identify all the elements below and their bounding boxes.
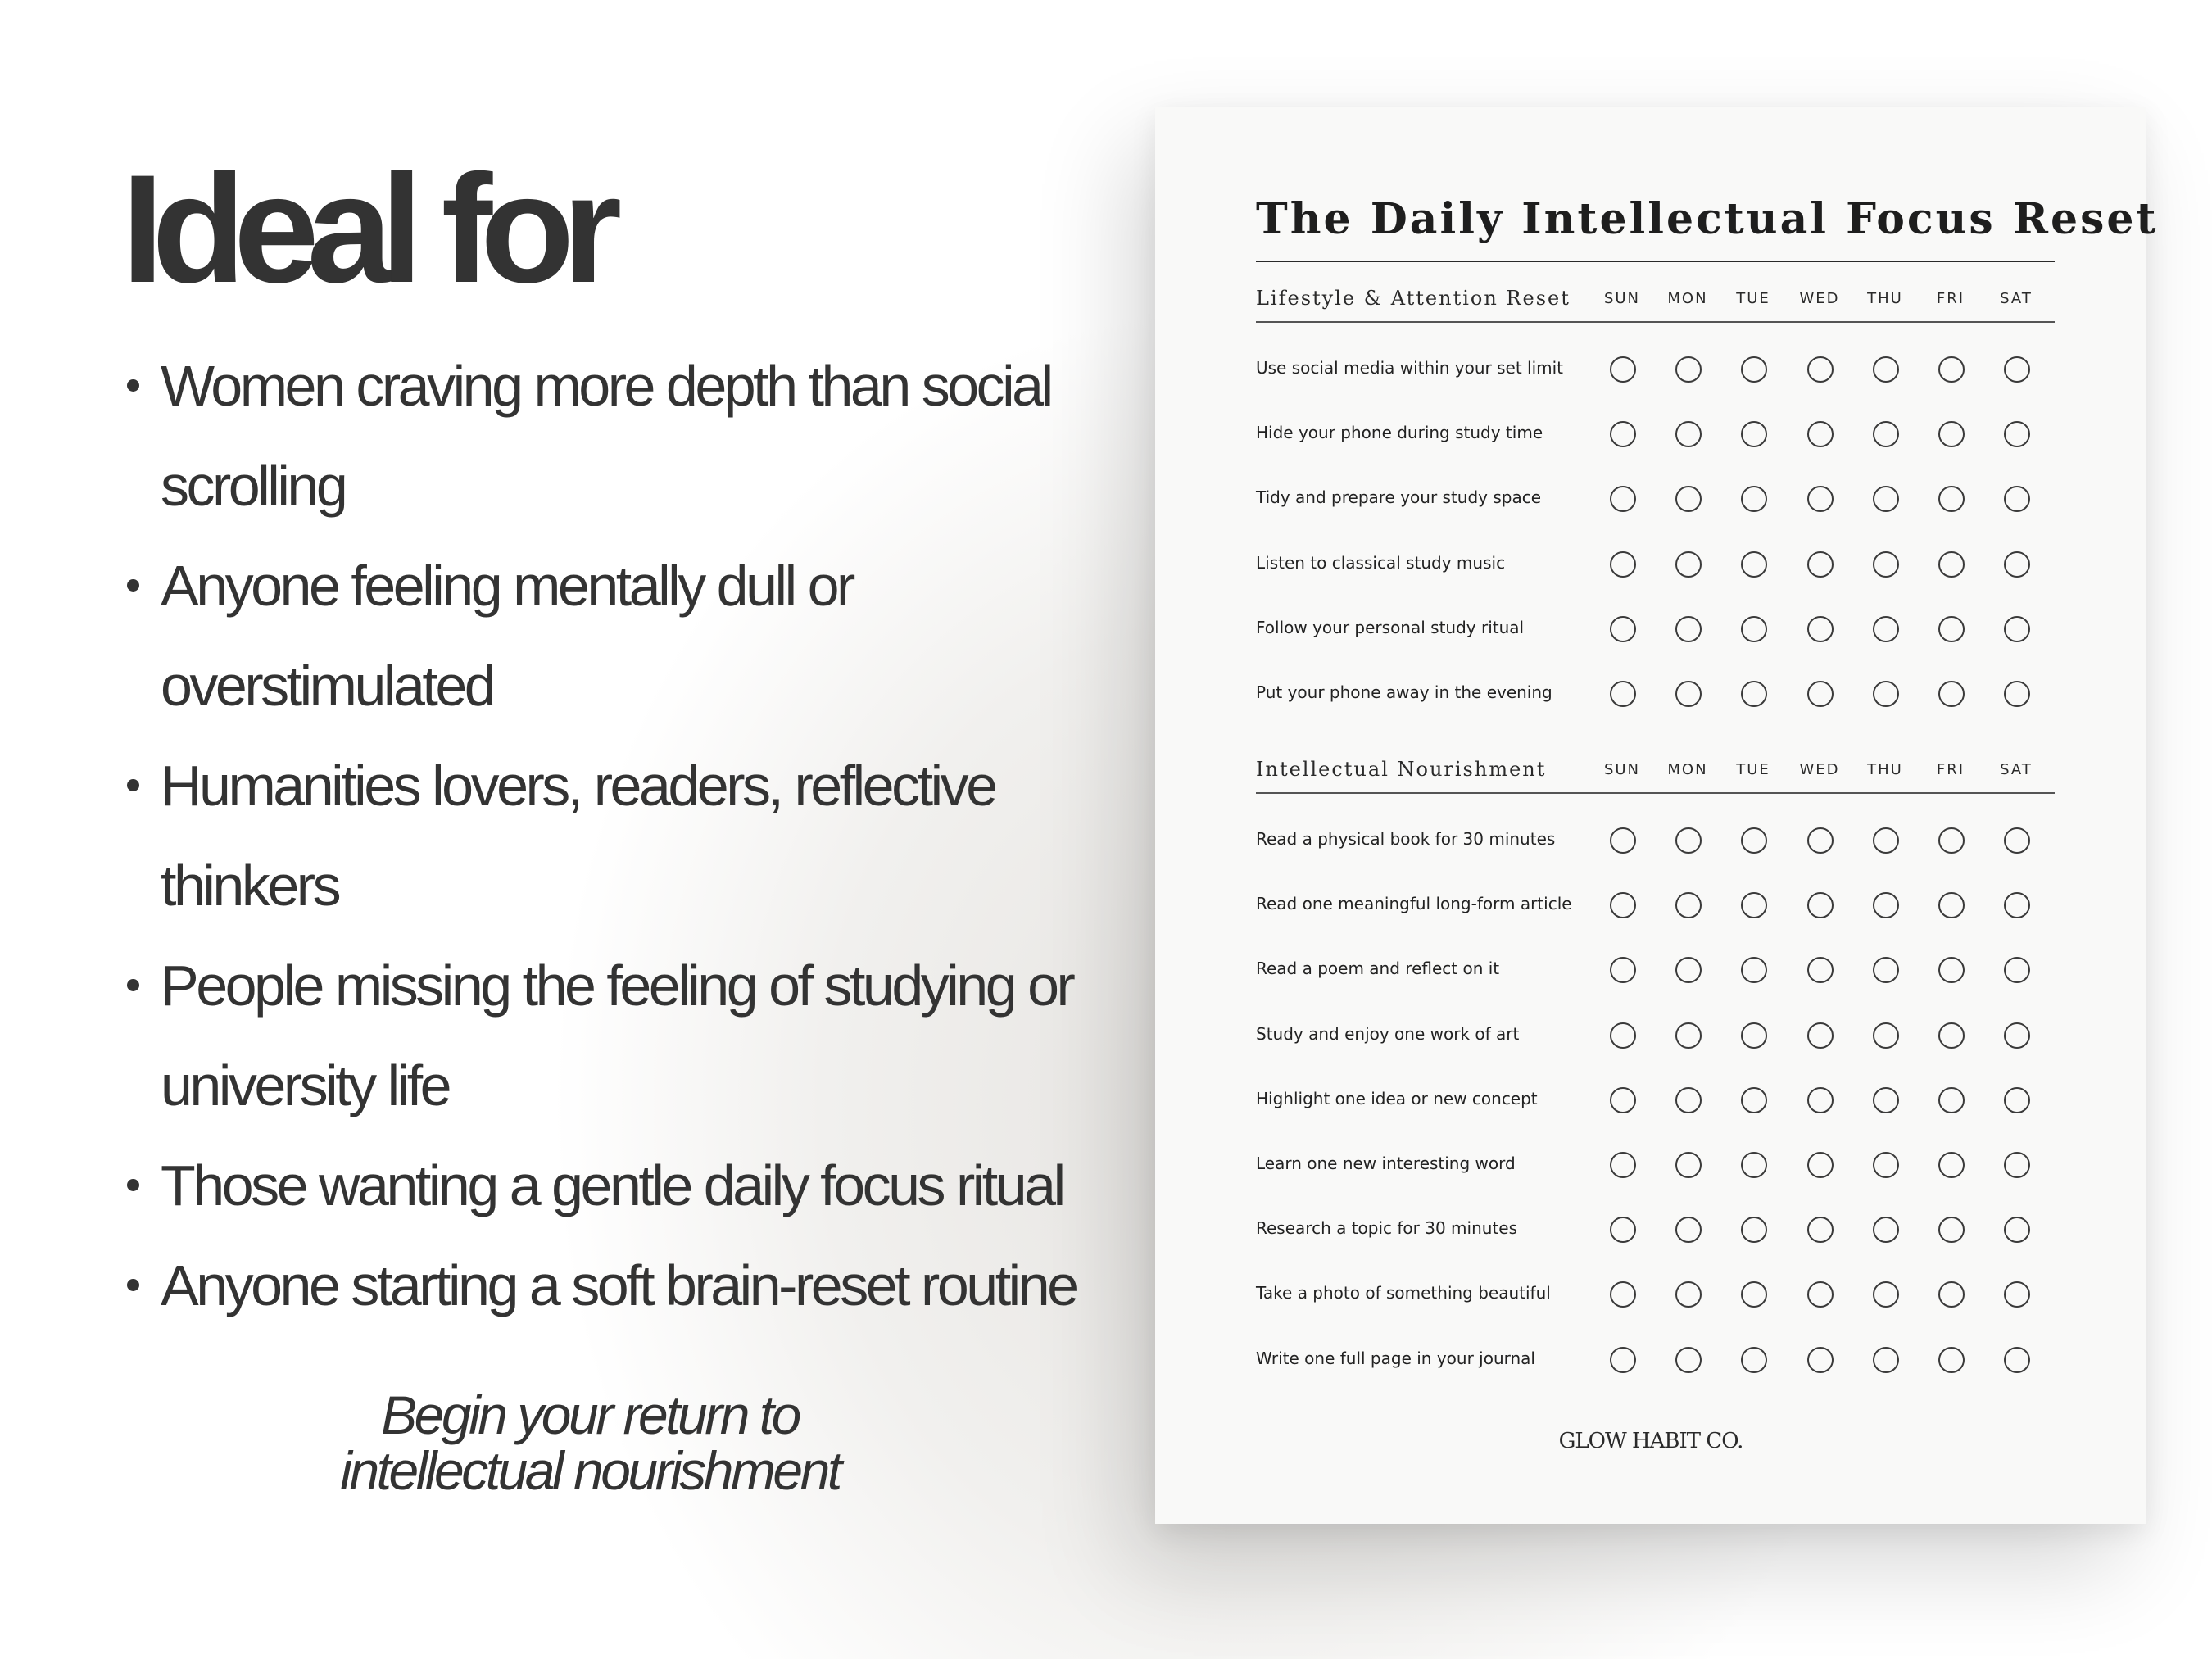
audience-item [123,936,1106,1135]
task-label: Tidy and prepare your study space [1256,487,1542,507]
day-label-fri: FRI [1936,290,1965,307]
day-label-sun: SUN [1603,290,1641,307]
checkbox-sun[interactable] [1610,827,1636,854]
checkbox-wed[interactable] [1807,421,1834,447]
checkbox-tue[interactable] [1741,1217,1767,1243]
checkbox-fri[interactable] [1938,1022,1965,1049]
checkbox-mon[interactable] [1675,421,1702,447]
checkbox-mon[interactable] [1675,892,1702,918]
checkbox-sun[interactable] [1610,1217,1636,1243]
checkbox-tue[interactable] [1741,356,1767,383]
day-label-wed: WED [1799,761,1840,778]
checkbox-thu[interactable] [1873,486,1899,512]
checkbox-sat[interactable] [2004,1087,2030,1113]
bullet-icon [127,1279,139,1291]
checkbox-sun[interactable] [1610,681,1636,707]
tagline [246,1385,934,1501]
checkbox-sun[interactable] [1610,1022,1636,1049]
day-label-mon: MON [1667,761,1708,778]
checkbox-wed[interactable] [1807,1347,1834,1373]
checkbox-fri[interactable] [1938,616,1965,642]
checkbox-fri[interactable] [1938,551,1965,578]
checkbox-mon[interactable] [1675,1217,1702,1243]
bullet-icon [127,1179,139,1191]
checkbox-wed[interactable] [1807,1281,1834,1308]
bullet-icon [127,779,139,791]
checkbox-thu[interactable] [1873,356,1899,383]
checkbox-mon[interactable] [1675,356,1702,383]
title-divider [1256,261,2055,262]
checkbox-sun[interactable] [1610,1152,1636,1178]
checkbox-mon[interactable] [1675,827,1702,854]
day-label-mon: MON [1667,290,1708,307]
checkbox-fri[interactable] [1938,1152,1965,1178]
task-label: Listen to classical study music [1256,553,1506,573]
checkbox-sat[interactable] [2004,957,2030,983]
checkbox-mon[interactable] [1675,957,1702,983]
checkbox-mon[interactable] [1675,681,1702,707]
checkbox-fri[interactable] [1938,1281,1965,1308]
checkbox-thu[interactable] [1873,616,1899,642]
checkbox-fri[interactable] [1938,486,1965,512]
checkbox-tue[interactable] [1741,1022,1767,1049]
checkbox-tue[interactable] [1741,892,1767,918]
checkbox-wed[interactable] [1807,356,1834,383]
checkbox-thu[interactable] [1873,421,1899,447]
checkbox-sat[interactable] [2004,1152,2030,1178]
task-row [1256,827,2055,868]
checkbox-thu[interactable] [1873,957,1899,983]
checkbox-thu[interactable] [1873,1087,1899,1113]
task-row [1256,1217,2055,1258]
checkbox-fri[interactable] [1938,892,1965,918]
checkbox-fri[interactable] [1938,421,1965,447]
section-title: Intellectual Nourishment [1256,758,1547,781]
checkbox-sun[interactable] [1610,486,1636,512]
task-label: Use social media within your set limit [1256,358,1564,378]
checkbox-wed[interactable] [1807,681,1834,707]
day-label-fri: FRI [1936,761,1965,778]
checkbox-wed[interactable] [1807,1087,1834,1113]
section-divider [1256,792,2055,794]
day-label-sat: SAT [2000,290,2033,307]
checkbox-wed[interactable] [1807,827,1834,854]
audience-item [123,536,1106,736]
task-row [1256,551,2055,592]
checkbox-fri[interactable] [1938,356,1965,383]
checkbox-mon[interactable] [1675,551,1702,578]
checkbox-wed[interactable] [1807,616,1834,642]
checkbox-fri[interactable] [1938,827,1965,854]
checkbox-thu[interactable] [1873,1022,1899,1049]
checkbox-tue[interactable] [1741,957,1767,983]
checkbox-mon[interactable] [1675,1152,1702,1178]
checkbox-mon[interactable] [1675,616,1702,642]
day-label-thu: THU [1867,290,1903,307]
tagline-line: intellectual nourishment [340,1440,840,1501]
audience-item-text: Anyone starting a soft brain-reset routine [161,1253,1077,1317]
checkbox-wed[interactable] [1807,551,1834,578]
task-label: Hide your phone during study time [1256,423,1543,442]
checkbox-thu[interactable] [1873,827,1899,854]
checkbox-wed[interactable] [1807,892,1834,918]
checkbox-sat[interactable] [2004,681,2030,707]
task-label: Put your phone away in the evening [1256,682,1552,702]
checkbox-fri[interactable] [1938,1217,1965,1243]
sheet-title: The Daily Intellectual Focus Reset [1256,194,2159,244]
checkbox-sun[interactable] [1610,421,1636,447]
task-label: Study and enjoy one work of art [1256,1024,1520,1044]
tracker-sheet [1155,107,2159,1524]
checkbox-sat[interactable] [2004,356,2030,383]
tagline-line: Begin your return to [381,1385,799,1445]
checkbox-thu[interactable] [1873,1217,1899,1243]
checkbox-sun[interactable] [1610,892,1636,918]
checkbox-sun[interactable] [1610,1347,1636,1373]
section-title: Lifestyle & Attention Reset [1256,287,1571,310]
checkbox-wed[interactable] [1807,486,1834,512]
headline: Ideal for [121,143,610,315]
task-row [1256,356,2055,397]
task-row [1256,1347,2055,1388]
checkbox-sat[interactable] [2004,1347,2030,1373]
task-label: Read one meaningful long-form article [1256,894,1572,913]
task-row [1256,1152,2055,1193]
checkbox-mon[interactable] [1675,1347,1702,1373]
checkbox-fri[interactable] [1938,1087,1965,1113]
checkbox-mon[interactable] [1675,1281,1702,1308]
checkbox-sun[interactable] [1610,356,1636,383]
checkbox-tue[interactable] [1741,1281,1767,1308]
bullet-icon [127,579,139,592]
day-label-sun: SUN [1603,761,1641,778]
checkbox-wed[interactable] [1807,1152,1834,1178]
section-header [1256,287,2055,320]
audience-item [123,736,1106,936]
checkbox-sun[interactable] [1610,616,1636,642]
checkbox-sun[interactable] [1610,957,1636,983]
checkbox-thu[interactable] [1873,681,1899,707]
checkbox-mon[interactable] [1675,1087,1702,1113]
audience-item [123,1135,1106,1235]
day-label-sat: SAT [2000,761,2033,778]
audience-item-text: Those wanting a gentle daily focus ritual [161,1154,1063,1217]
checkbox-fri[interactable] [1938,681,1965,707]
audience-list [123,336,1106,1335]
checkbox-wed[interactable] [1807,1217,1834,1243]
checkbox-thu[interactable] [1873,551,1899,578]
task-label: Write one full page in your journal [1256,1349,1535,1368]
bullet-icon [127,379,139,392]
audience-item [123,1235,1106,1335]
checkbox-sat[interactable] [2004,421,2030,447]
checkbox-thu[interactable] [1873,1281,1899,1308]
checkbox-sat[interactable] [2004,486,2030,512]
day-label-wed: WED [1799,290,1840,307]
section-header [1256,758,2055,791]
checkbox-tue[interactable] [1741,551,1767,578]
checkbox-sun[interactable] [1610,1281,1636,1308]
task-row [1256,681,2055,722]
checkbox-sat[interactable] [2004,1217,2030,1243]
checkbox-mon[interactable] [1675,486,1702,512]
audience-item-text: Women craving more depth than social scrolling [161,354,1051,518]
task-label: Follow your personal study ritual [1256,618,1525,637]
task-label: Highlight one idea or new concept [1256,1089,1538,1108]
task-row [1256,486,2055,527]
checkbox-tue[interactable] [1741,1087,1767,1113]
checkbox-mon[interactable] [1675,1022,1702,1049]
task-row [1256,1087,2055,1128]
checkbox-tue[interactable] [1741,421,1767,447]
task-row [1256,957,2055,998]
checkbox-wed[interactable] [1807,1022,1834,1049]
audience-item-text: Anyone feeling mentally dull or overstimulated [161,554,853,718]
day-label-tue: TUE [1736,761,1770,778]
audience-item-text: People missing the feeling of studying or university life [161,954,1073,1117]
checkbox-tue[interactable] [1741,827,1767,854]
checkbox-tue[interactable] [1741,616,1767,642]
task-label: Learn one new interesting word [1256,1154,1516,1173]
checkbox-tue[interactable] [1741,681,1767,707]
task-label: Read a poem and reflect on it [1256,959,1500,978]
checkbox-thu[interactable] [1873,1152,1899,1178]
task-label: Research a topic for 30 minutes [1256,1218,1518,1238]
checkbox-fri[interactable] [1938,957,1965,983]
task-label: Read a physical book for 30 minutes [1256,829,1556,849]
task-row [1256,1281,2055,1322]
checkbox-sat[interactable] [2004,827,2030,854]
task-row [1256,616,2055,657]
task-row [1256,892,2055,933]
checkbox-sun[interactable] [1610,551,1636,578]
checkbox-thu[interactable] [1873,1347,1899,1373]
checkbox-sat[interactable] [2004,616,2030,642]
audience-item [123,336,1106,536]
audience-item-text: Humanities lovers, readers, reflective thinkers [161,754,995,918]
bullet-icon [127,979,139,991]
task-row [1256,1022,2055,1063]
task-row [1256,421,2055,462]
checkbox-wed[interactable] [1807,957,1834,983]
day-label-thu: THU [1867,761,1903,778]
checkbox-tue[interactable] [1741,1347,1767,1373]
task-label: Take a photo of something beautiful [1256,1283,1551,1303]
checkbox-sat[interactable] [2004,551,2030,578]
checkbox-sat[interactable] [2004,1281,2030,1308]
checkbox-tue[interactable] [1741,486,1767,512]
checkbox-fri[interactable] [1938,1347,1965,1373]
section-divider [1256,321,2055,323]
checkbox-thu[interactable] [1873,892,1899,918]
day-label-tue: TUE [1736,290,1770,307]
checkbox-sat[interactable] [2004,1022,2030,1049]
checkbox-tue[interactable] [1741,1152,1767,1178]
checkbox-sat[interactable] [2004,892,2030,918]
brand-logo: GLOW HABIT CO. [1558,1429,1743,1453]
checkbox-sun[interactable] [1610,1087,1636,1113]
